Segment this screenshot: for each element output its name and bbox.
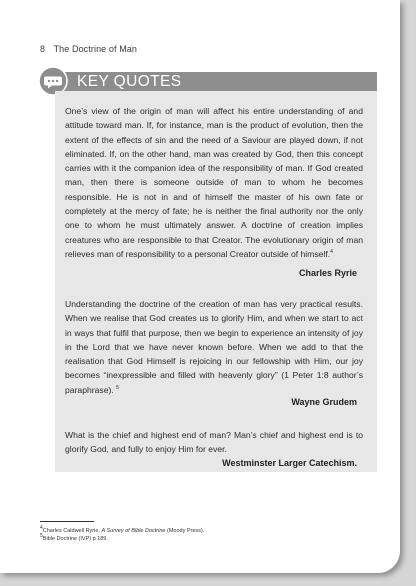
footnote-text: (Moody Press).: [165, 528, 205, 534]
quote-author: Charles Ryrie: [298, 268, 357, 278]
quote-text: Understanding the doctrine of the creation of man has very practical results. When we realise that God creates us to glorify Him, and when we start to act in ways that fulfil that purpose, then we begin to experience an intensity of joy in the Lord that we have never known before. When we add to that the realisation that God Himself is rejoicing in our fellowship with Him, our joy becomes “inexpressible and filled with heavenly glory” (1 Peter 1:8 author’s paraphrase).: [65, 299, 363, 395]
footnote-divider: [40, 521, 94, 522]
footnote-item: [40, 535, 204, 543]
quote-author: Westminster Larger Catechism.: [222, 458, 357, 468]
running-head: [40, 44, 137, 54]
footnote-item: [40, 527, 204, 535]
book-title: The Doctrine of Man: [53, 44, 137, 54]
quote-text: One’s view of the origin of man will affect his entire understanding of and attitude toward man. If, for instance, man is the product of evolution, then the extent of the effects of sin and the need of a Saviour are played down, if not eliminated. If, on the other hand, man was created by God, then this concept carries with it the companion idea of the responsibility of man. If God created man, then there is someone outside of man to whom he becomes responsible. He is not in and of himself the master of his own fate or completely at the mercy of fate; he is neither the final authority nor the only one to whom he must ultimately answer. A doctrine of creation implies creatures who are responsible to that Creator. The evolutionary origin of man relieves man of responsibility to a personal Creator outside of himself.: [65, 106, 363, 259]
footnotes: [40, 527, 204, 543]
quote-catechism: [65, 428, 363, 457]
footnote-text: Bible Doctrine (IVP) p 189.: [42, 536, 108, 542]
quote-text: What is the chief and highest end of man? Man’s chief and highest end is to glorify God, and fully to enjoy Him for ever.: [65, 430, 363, 455]
quote-grudem: [65, 297, 363, 397]
footnote-ref[interactable]: 5: [116, 384, 119, 391]
section-heading-bar: [55, 72, 377, 91]
quote-author: Wayne Grudem: [291, 397, 357, 407]
footnote-book-title: A Survey of Bible Doctrine: [101, 528, 166, 534]
footnote-ref[interactable]: 4: [330, 249, 333, 256]
footnote-text: Charles Caldwell Ryrie,: [42, 528, 102, 534]
footnote-number: 4: [40, 525, 43, 532]
section-title: KEY QUOTES: [77, 73, 182, 90]
page-number: 8: [40, 44, 46, 54]
quote-ryrie: [65, 104, 363, 261]
footnote-number: 5: [40, 533, 43, 540]
